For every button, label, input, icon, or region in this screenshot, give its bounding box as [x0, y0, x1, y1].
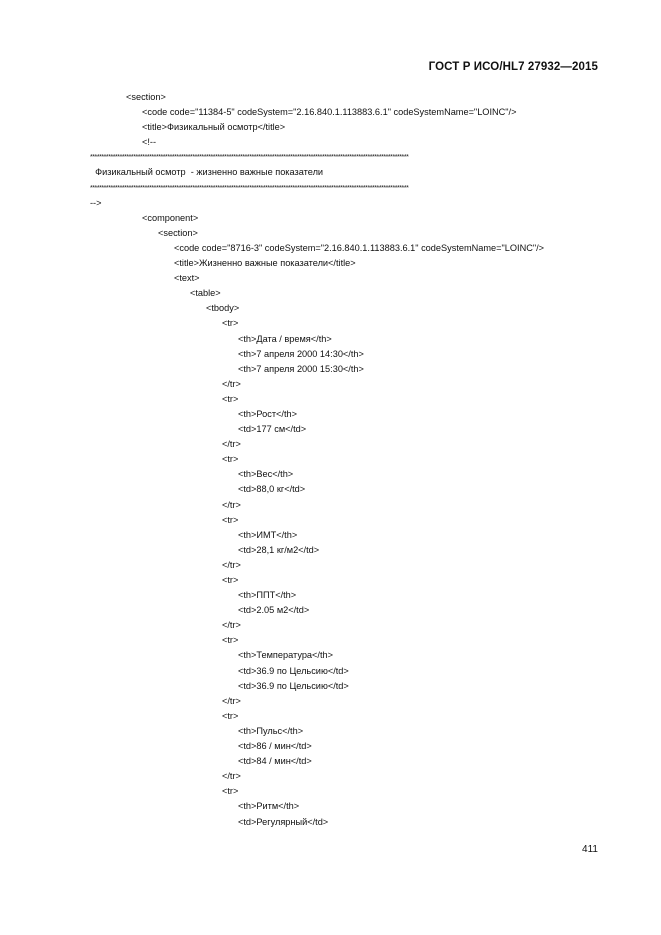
code-line: <td>86 / мин</td>	[238, 741, 312, 752]
code-line: <td>28,1 кг/м2</td>	[238, 544, 320, 555]
code-line: <th>Температура</th>	[238, 650, 333, 661]
code-line: </tr>	[222, 378, 241, 389]
code-line: <title>Жизненно важные показатели</title>	[174, 258, 356, 269]
code-line: <td>2.05 м2</td>	[238, 605, 310, 616]
code-line: <td>Регулярный</td>	[238, 816, 329, 827]
code-line: <td>177 см</td>	[238, 424, 307, 435]
code-line: <section>	[158, 227, 198, 238]
code-line: <tr>	[222, 318, 239, 329]
code-line: <tr>	[222, 786, 239, 797]
code-line: -->	[90, 197, 102, 208]
code-line: <tr>	[222, 454, 239, 465]
code-line: <!--	[142, 137, 157, 148]
code-line: </tr>	[222, 439, 241, 450]
code-line: <code code="8716-3" codeSystem="2.16.840.1.113883.6.1" codeSystemName="LOINC"/>	[174, 242, 545, 253]
code-line: <code code="11384-5" codeSystem="2.16.840.1.113883.6.1" codeSystemName="LOINC"/>	[142, 107, 517, 118]
code-line: <tr>	[222, 514, 239, 525]
code-line: <th>7 апреля 2000 15:30</th>	[238, 363, 364, 374]
code-line: <th>ППТ</th>	[238, 590, 297, 601]
code-line: <th>Рост</th>	[238, 408, 297, 419]
code-line: ********************************************************************************************************************************************	[90, 154, 409, 162]
code-listing	[0, 90, 661, 830]
code-line: <td>84 / мин</td>	[238, 756, 312, 767]
code-line: <tbody>	[206, 303, 240, 314]
code-line: <td>36.9 по Цельсию</td>	[238, 680, 349, 691]
code-line: </tr>	[222, 695, 241, 706]
code-line: <tr>	[222, 710, 239, 721]
code-line: </tr>	[222, 771, 241, 782]
code-line: <th>Ритм</th>	[238, 801, 300, 812]
code-line: </tr>	[222, 499, 241, 510]
code-line: Физикальный осмотр - жизненно важные показатели	[90, 167, 324, 178]
code-line: <section>	[126, 92, 166, 102]
code-line: <th>7 апреля 2000 14:30</th>	[238, 348, 364, 359]
code-line: <td>88,0 кг</td>	[238, 484, 306, 495]
code-line: <title>Физикальный осмотр</title>	[142, 122, 286, 133]
code-line: </tr>	[222, 620, 241, 631]
code-line: <component>	[142, 212, 199, 223]
code-line: <tr>	[222, 575, 239, 585]
code-line: <th>ИМТ</th>	[238, 529, 298, 540]
code-line: <th>Дата / время</th>	[238, 333, 332, 344]
code-line: <table>	[190, 288, 221, 299]
document-header: ГОСТ Р ИСО/HL7 27932—2015	[428, 61, 598, 73]
code-line: <tr>	[222, 393, 239, 404]
code-line: <text>	[174, 273, 200, 284]
page-number: 411	[582, 844, 598, 855]
code-line: ********************************************************************************************************************************************	[90, 184, 409, 192]
code-line: <tr>	[222, 635, 239, 646]
code-line: <th>Пульс</th>	[238, 725, 304, 736]
code-line: <th>Вес</th>	[238, 469, 294, 480]
code-line: </tr>	[222, 559, 241, 570]
code-line: <td>36.9 по Цельсию</td>	[238, 665, 349, 676]
